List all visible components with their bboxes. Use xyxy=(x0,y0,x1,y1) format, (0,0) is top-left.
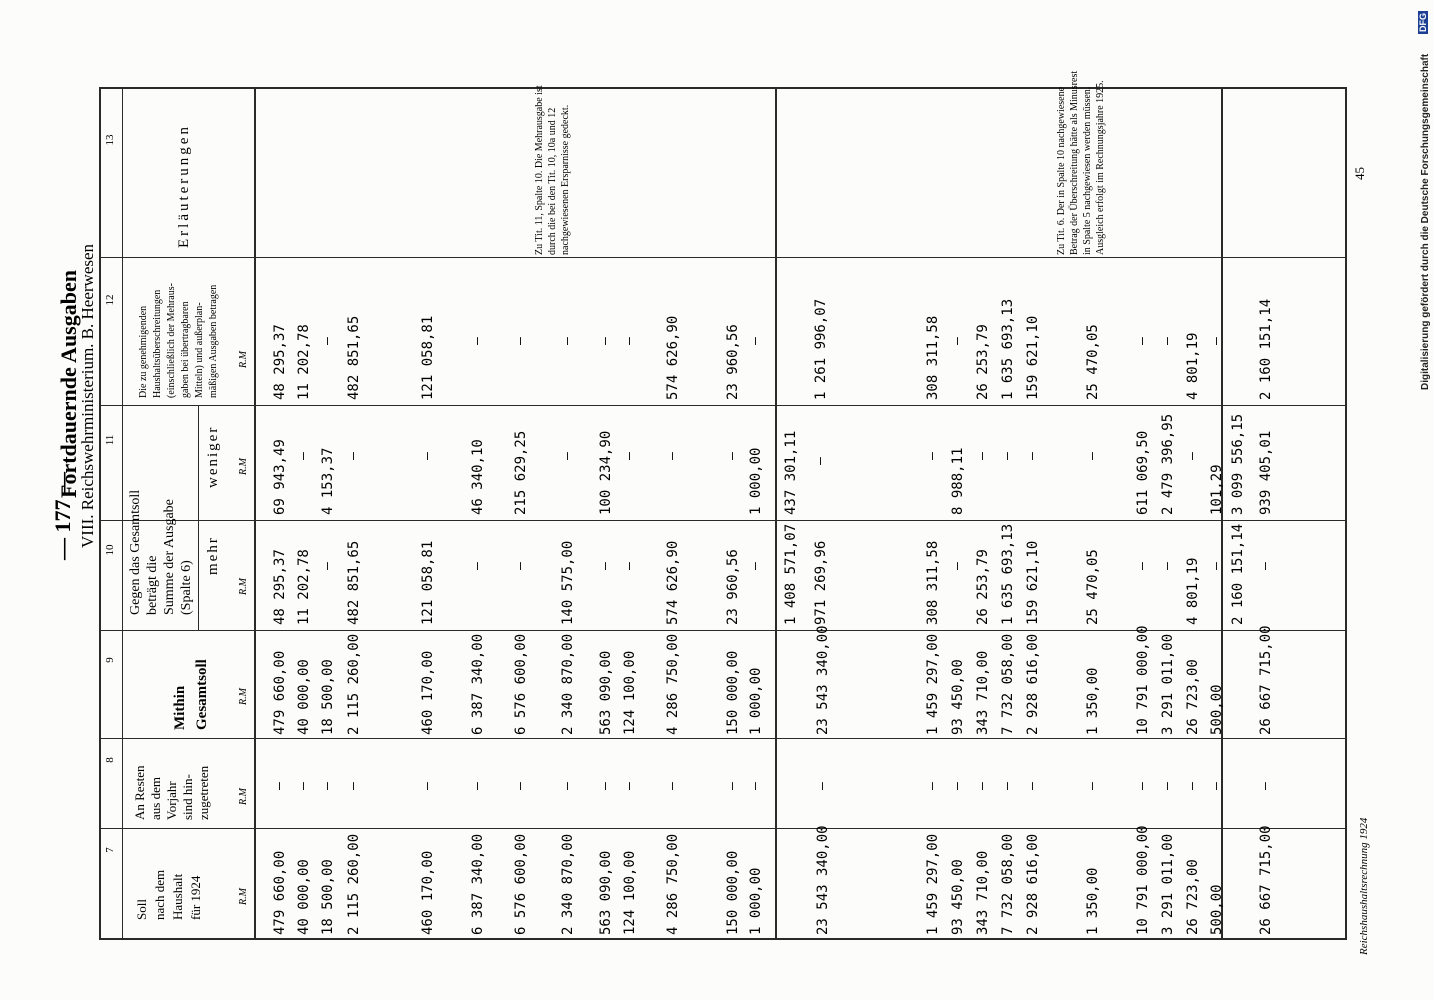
cell-c9: 7 732 058,00 xyxy=(1000,633,1016,735)
cell-c11-dash: — xyxy=(725,452,740,460)
cell-c12-dash: — xyxy=(560,337,575,345)
cell-c11: 611 069,50 xyxy=(1135,430,1151,515)
cell-c7: 26 723,00 xyxy=(1185,859,1201,935)
col-number-12: 12 xyxy=(104,294,116,306)
cell-c11-dash: — xyxy=(1025,452,1040,460)
cell-c7: 2 340 870,00 xyxy=(560,833,576,935)
col7-header-line: nach dem xyxy=(152,869,167,920)
cell-c9: 4 286 750,00 xyxy=(665,633,681,735)
cell-c8-dash: — xyxy=(420,782,435,790)
cell-c9: 150 000,00 xyxy=(725,650,741,735)
sep-c9-c10 xyxy=(99,630,1347,631)
cell-c11: 101,29 xyxy=(1209,464,1225,515)
col12-header-line: mäßigen Ausgaben betragen xyxy=(208,284,219,398)
cell-c12: 25 470,05 xyxy=(1085,324,1101,400)
cell-c11-dash: — xyxy=(622,452,637,460)
cell-c12: 1 635 693,13 xyxy=(1000,298,1016,400)
cell-c11-dash: — xyxy=(346,452,361,460)
page-subtitle: VIII. Reichswehrministerium. B. Heerwesen xyxy=(78,243,97,548)
cell-c8-dash: — xyxy=(598,782,613,790)
cell-c9: 1 350,00 xyxy=(1085,667,1101,735)
cell-c9: 124 100,00 xyxy=(622,650,638,735)
cell-c8-dash: — xyxy=(513,782,528,790)
cell-c11: 215 629,25 xyxy=(513,430,529,515)
cell-c10: 48 295,37 xyxy=(272,549,288,625)
rule-bottom xyxy=(1345,87,1347,940)
unit-col12: R.M xyxy=(238,351,249,368)
col-number-8: 8 xyxy=(104,757,116,763)
cell-c10-dash: — xyxy=(748,562,763,570)
subtotal1-c8-dash: — xyxy=(815,782,830,790)
cell-c12-dash: — xyxy=(1160,337,1175,345)
cell-c10: 23 960,56 xyxy=(725,549,741,625)
cell-c7: 2 115 260,00 xyxy=(346,833,362,935)
col12-header-line: gaben bei übertragbaren xyxy=(180,301,191,398)
cell-c8-dash: — xyxy=(1025,782,1040,790)
unit-col11: R.M xyxy=(238,458,249,475)
cell-c8-dash: — xyxy=(725,782,740,790)
cell-c12-dash: — xyxy=(470,337,485,345)
border-right-edge xyxy=(99,87,1347,89)
cell-c10-dash: — xyxy=(598,562,613,570)
cell-c9: 2 928 616,00 xyxy=(1025,633,1041,735)
cell-c12: 308 311,58 xyxy=(925,315,941,400)
cell-c12-dash: — xyxy=(513,337,528,345)
cell-c10-dash: — xyxy=(470,562,485,570)
cell-c9: 2 340 870,00 xyxy=(560,633,576,735)
col12-header-line: Haushaltsüberschreitungen xyxy=(152,289,163,398)
subtotal2-c11b: 939 405,01 xyxy=(1258,430,1274,515)
cell-c10: 482 851,65 xyxy=(346,540,362,625)
cell-c12: 23 960,56 xyxy=(725,324,741,400)
cell-c11: 2 479 396,95 xyxy=(1160,413,1176,515)
cell-c8-dash: — xyxy=(320,782,335,790)
cell-c9: 6 576 600,00 xyxy=(513,633,529,735)
cell-c11-dash: — xyxy=(1000,452,1015,460)
cell-c12: 4 801,19 xyxy=(1185,332,1201,400)
col12-header-line: Die zu genehmigenden xyxy=(138,305,149,398)
col8-header-line: aus dem xyxy=(148,777,163,820)
subtotal1-c10a: 1 408 571,07 xyxy=(783,523,799,625)
footer-source: Reichshaushaltsrechnung 1924 xyxy=(1358,817,1370,955)
cell-c7: 7 732 058,00 xyxy=(1000,833,1016,935)
cell-c7: 40 000,00 xyxy=(296,859,312,935)
col8-header-line: An Resten xyxy=(132,765,147,820)
subtotal1-c7: 23 543 340,00 xyxy=(815,825,831,935)
col10-11-header-line: Summe der Ausgabe xyxy=(162,499,177,615)
subtotal1-c11b-dash: — xyxy=(813,457,828,465)
cell-c9: 26 723,00 xyxy=(1185,659,1201,735)
cell-c7: 150 000,00 xyxy=(725,850,741,935)
cell-c8-dash: — xyxy=(950,782,965,790)
col10-11-header-line: (Spalte 6) xyxy=(179,560,194,615)
cell-c7: 93 450,00 xyxy=(950,859,966,935)
cell-c10-dash: — xyxy=(622,562,637,570)
cell-c9: 93 450,00 xyxy=(950,659,966,735)
col13-header: Erläuterungen xyxy=(176,124,192,248)
col10-header-mehr: mehr xyxy=(205,536,221,575)
cell-c10: 26 253,79 xyxy=(975,549,991,625)
col12-header-line: Mitteln) und außerplan- xyxy=(194,302,205,398)
cell-c10: 1 635 693,13 xyxy=(1000,523,1016,625)
page-number: — 177 — xyxy=(50,472,75,560)
rule-top xyxy=(99,87,101,940)
rule-c10-c11-head xyxy=(198,405,199,630)
col-number-7: 7 xyxy=(104,847,116,853)
sep-c10-c11 xyxy=(99,520,1347,521)
total-c9: 26 667 715,00 xyxy=(1258,625,1274,735)
cell-c7: 3 291 011,00 xyxy=(1160,833,1176,935)
cell-c12: 159 621,10 xyxy=(1025,315,1041,400)
cell-c12: 11 202,78 xyxy=(296,324,312,400)
cell-c11: 8 988,11 xyxy=(950,447,966,515)
col-number-11: 11 xyxy=(104,434,116,446)
col8-header-line: zugetreten xyxy=(196,765,211,820)
cell-c12: 121 058,81 xyxy=(420,315,436,400)
col-number-10: 10 xyxy=(104,544,116,556)
cell-c9: 18 500,00 xyxy=(320,659,336,735)
cell-c12: 48 295,37 xyxy=(272,324,288,400)
cell-c12-dash: — xyxy=(1209,337,1224,345)
cell-c10: 308 311,58 xyxy=(925,540,941,625)
cell-c8-dash: — xyxy=(346,782,361,790)
subtotal1-c10b: 971 269,96 xyxy=(813,540,829,625)
margin-credit: Digitalisierung gefördert durch die Deutsche Forschungsgemeinschaft xyxy=(1420,53,1431,390)
cell-c8-dash: — xyxy=(1085,782,1100,790)
cell-c10: 574 626,90 xyxy=(665,540,681,625)
cell-c10-dash: — xyxy=(1209,562,1224,570)
cell-c8-dash: — xyxy=(470,782,485,790)
subtotal1-c11a: 437 301,11 xyxy=(783,430,799,515)
cell-c9: 500,00 xyxy=(1209,684,1225,735)
cell-c7: 500,00 xyxy=(1209,884,1225,935)
cell-c9: 10 791 000,00 xyxy=(1135,625,1151,735)
cell-c8-dash: — xyxy=(1000,782,1015,790)
cell-c8-dash: — xyxy=(1185,782,1200,790)
cell-c11-dash: — xyxy=(665,452,680,460)
cell-c7: 479 660,00 xyxy=(272,850,288,935)
cell-c12: 574 626,90 xyxy=(665,315,681,400)
cell-c7: 563 090,00 xyxy=(598,850,614,935)
cell-c10: 159 621,10 xyxy=(1025,540,1041,625)
cell-c9: 343 710,00 xyxy=(975,650,991,735)
sep-c11-c12 xyxy=(99,405,1347,406)
cell-c11-dash: — xyxy=(420,452,435,460)
page-title: Fortdauernde Ausgaben xyxy=(56,270,81,498)
cell-c12: 482 851,65 xyxy=(346,315,362,400)
cell-c11-dash: — xyxy=(560,452,575,460)
note-tit11: Zu Tit. 11, Spalte 10. Die Mehrausgabe ist durch die bei den Tit. 10, 10a und 12 nachgewiesenen Ersparnisse gedeckt. xyxy=(534,85,571,255)
cell-c9: 2 115 260,00 xyxy=(346,633,362,735)
cell-c11: 46 340,10 xyxy=(470,439,486,515)
subtotal2-c11a: 3 099 556,15 xyxy=(1230,413,1246,515)
sep-c12-c13 xyxy=(99,257,1347,258)
col12-header-line: (einschließlich der Mehraus- xyxy=(166,283,177,398)
cell-c12-dash: — xyxy=(748,337,763,345)
cell-c9: 479 660,00 xyxy=(272,650,288,735)
cell-c10: 4 801,19 xyxy=(1185,557,1201,625)
border-left-edge xyxy=(99,938,1347,940)
cell-c10-dash: — xyxy=(1160,562,1175,570)
cell-c11: 1 000,00 xyxy=(748,447,764,515)
unit-col8: R.M xyxy=(238,788,249,805)
col9-header-line: Gesamtsoll xyxy=(194,659,210,730)
cell-c10: 11 202,78 xyxy=(296,549,312,625)
cell-c7: 4 286 750,00 xyxy=(665,833,681,935)
cell-c9: 6 387 340,00 xyxy=(470,633,486,735)
cell-c9: 3 291 011,00 xyxy=(1160,633,1176,735)
subtotal1-rule xyxy=(775,87,777,940)
cell-c7: 2 928 616,00 xyxy=(1025,833,1041,935)
cell-c7: 1 350,00 xyxy=(1085,867,1101,935)
cell-c12-dash: — xyxy=(950,337,965,345)
cell-c11-dash: — xyxy=(975,452,990,460)
cell-c12: 26 253,79 xyxy=(975,324,991,400)
dfg-logo: DFG xyxy=(1418,13,1428,32)
cell-c7: 343 710,00 xyxy=(975,850,991,935)
cell-c9: 40 000,00 xyxy=(296,659,312,735)
cell-c7: 1 000,00 xyxy=(748,867,764,935)
cell-c11: 69 943,49 xyxy=(272,439,288,515)
col10-11-header-line: beträgt die xyxy=(145,555,160,615)
col10-11-header-line: Gegen das Gesamtsoll xyxy=(128,489,143,615)
col7-header-line: Soll xyxy=(134,899,149,920)
cell-c8-dash: — xyxy=(748,782,763,790)
subtotal1-c9: 23 543 340,00 xyxy=(815,625,831,735)
cell-c10: 25 470,05 xyxy=(1085,549,1101,625)
cell-c7: 6 387 340,00 xyxy=(470,833,486,935)
col8-header-line: Vorjahr xyxy=(164,781,179,820)
cell-c10-dash: — xyxy=(513,562,528,570)
cell-c8-dash: — xyxy=(622,782,637,790)
cell-c8-dash: — xyxy=(560,782,575,790)
note-tit6: Zu Tit. 6. Der in Spalte 10 nachgewiesene Betrag der Überschreitung hätte als Minusrest in Spalte 5 nachgewiesen werden müssen. Ausgleich erfolgt im Rechnungsjahre 1925. xyxy=(1056,70,1106,255)
sep-c7-c8 xyxy=(99,828,1347,829)
cell-c8-dash: — xyxy=(975,782,990,790)
cell-c8-dash: — xyxy=(296,782,311,790)
cell-c10-dash: — xyxy=(950,562,965,570)
cell-c8-dash: — xyxy=(925,782,940,790)
cell-c8-dash: — xyxy=(1209,782,1224,790)
cell-c9: 1 459 297,00 xyxy=(925,633,941,735)
col-number-9: 9 xyxy=(104,657,116,663)
cell-c7: 124 100,00 xyxy=(622,850,638,935)
unit-col10: R.M xyxy=(238,578,249,595)
sep-c8-c9 xyxy=(99,738,1347,739)
cell-c7: 18 500,00 xyxy=(320,859,336,935)
cell-c10-dash: — xyxy=(1135,562,1150,570)
subtotal1-c12: 1 261 996,07 xyxy=(813,298,829,400)
cell-c12-dash: — xyxy=(622,337,637,345)
footer-page-number: 45 xyxy=(1352,167,1367,180)
col7-header-line: Haushalt xyxy=(170,873,185,920)
col-number-13: 13 xyxy=(104,134,116,146)
total-c10-dash: — xyxy=(1258,562,1273,570)
total-c7: 26 667 715,00 xyxy=(1258,825,1274,935)
cell-c8-dash: — xyxy=(272,782,287,790)
cell-c7: 1 459 297,00 xyxy=(925,833,941,935)
cell-c10: 121 058,81 xyxy=(420,540,436,625)
rule-mehr-weniger-split xyxy=(198,405,255,406)
cell-c7: 460 170,00 xyxy=(420,850,436,935)
cell-c11-dash: — xyxy=(296,452,311,460)
cell-c9: 1 000,00 xyxy=(748,667,764,735)
cell-c9: 460 170,00 xyxy=(420,650,436,735)
rule-header-bottom xyxy=(254,87,256,940)
col9-header-line: Mithin xyxy=(172,685,188,730)
cell-c10-dash: — xyxy=(320,562,335,570)
cell-c11: 4 153,37 xyxy=(320,447,336,515)
col7-header-line: für 1924 xyxy=(188,875,203,920)
unit-col9: R.M xyxy=(238,688,249,705)
cell-c8-dash: — xyxy=(1160,782,1175,790)
cell-c12-dash: — xyxy=(1135,337,1150,345)
cell-c7: 6 576 600,00 xyxy=(513,833,529,935)
cell-c11-dash: — xyxy=(1085,452,1100,460)
total-c12: 2 160 151,14 xyxy=(1258,298,1274,400)
cell-c11-dash: — xyxy=(925,452,940,460)
cell-c7: 10 791 000,00 xyxy=(1135,825,1151,935)
cell-c12-dash: — xyxy=(598,337,613,345)
cell-c8-dash: — xyxy=(1135,782,1150,790)
cell-c11-dash: — xyxy=(1185,452,1200,460)
cell-c11: 100 234,90 xyxy=(598,430,614,515)
col8-header-line: sind hin- xyxy=(180,774,195,820)
cell-c9: 563 090,00 xyxy=(598,650,614,735)
rule-colnums xyxy=(122,87,123,940)
total-c8-dash: — xyxy=(1258,782,1273,790)
col11-header-weniger: weniger xyxy=(205,425,221,488)
subtotal2-c10a: 2 160 151,14 xyxy=(1230,523,1246,625)
cell-c12-dash: — xyxy=(320,337,335,345)
cell-c8-dash: — xyxy=(665,782,680,790)
unit-col7: R.M xyxy=(238,888,249,905)
cell-c10: 140 575,00 xyxy=(560,540,576,625)
